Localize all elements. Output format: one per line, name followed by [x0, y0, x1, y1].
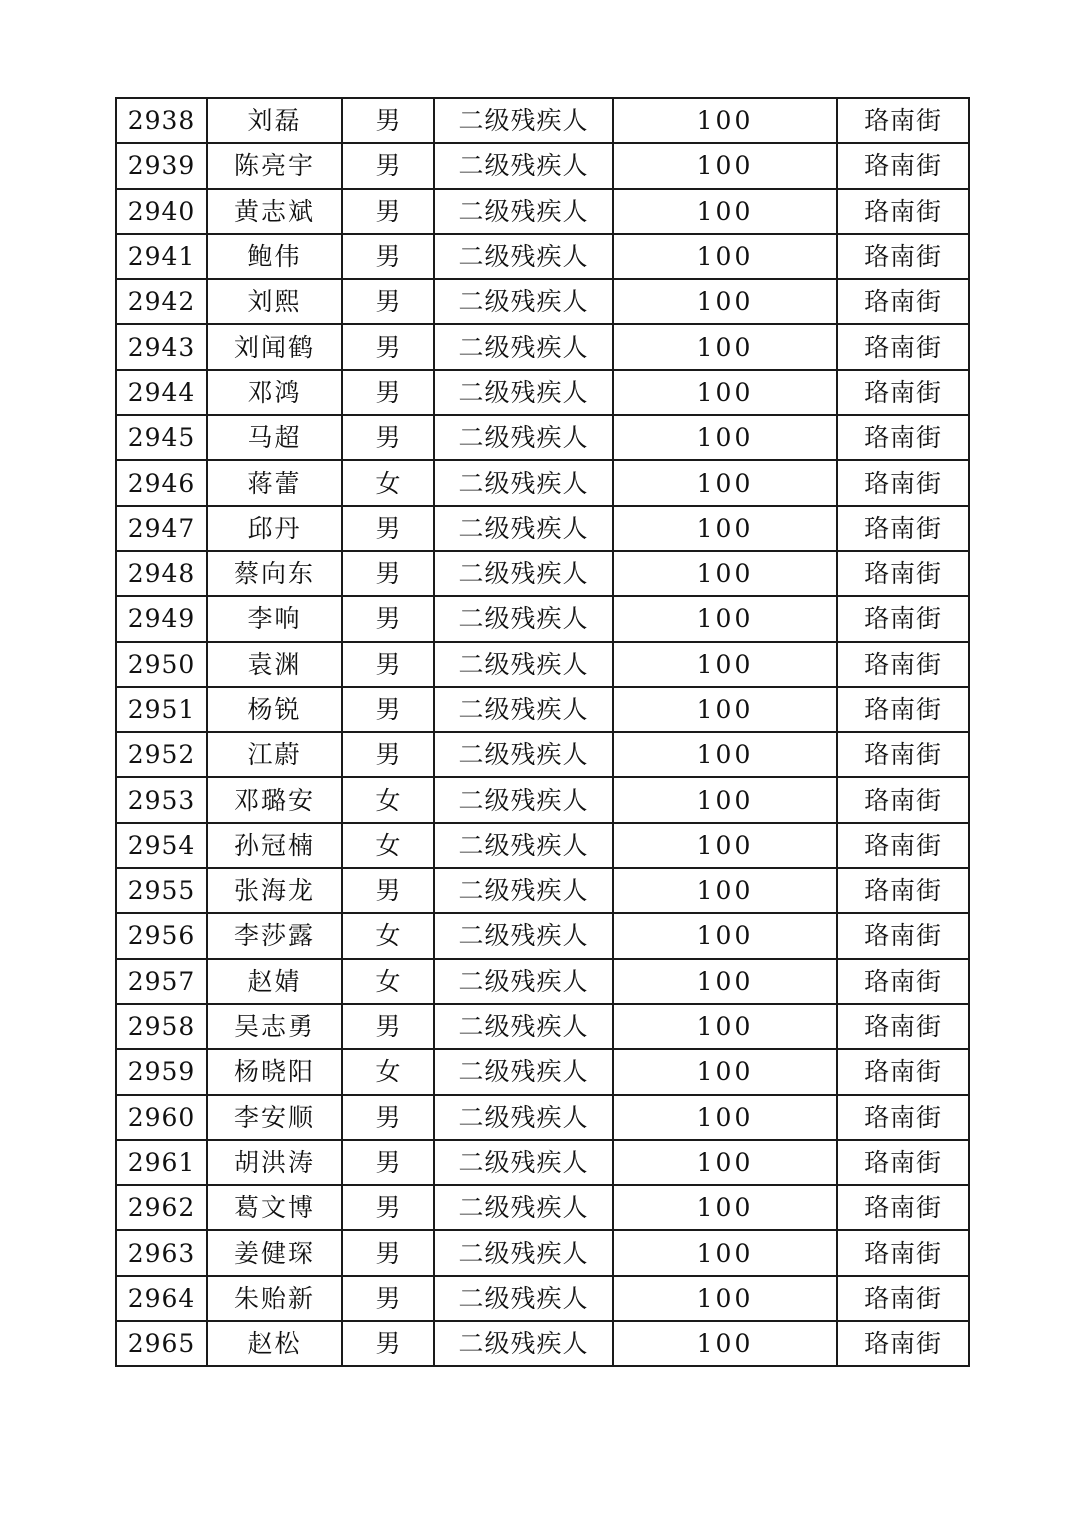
disability-category-cell: 二级残疾人 [434, 189, 613, 234]
disability-category-cell: 二级残疾人 [434, 370, 613, 415]
disability-category-cell: 二级残疾人 [434, 415, 613, 460]
table-row [116, 959, 969, 1004]
table-row [116, 98, 969, 143]
gender-cell: 男 [342, 1230, 434, 1275]
gender-cell: 男 [342, 1095, 434, 1140]
amount-cell: 100 [613, 823, 837, 868]
street-cell: 珞南街 [837, 823, 969, 868]
street-cell: 珞南街 [837, 1185, 969, 1230]
serial-number-cell: 2959 [116, 1049, 207, 1094]
amount-cell: 100 [613, 234, 837, 279]
disability-category-cell: 二级残疾人 [434, 1276, 613, 1321]
disability-category-cell: 二级残疾人 [434, 868, 613, 913]
serial-number-cell: 2938 [116, 98, 207, 143]
roster-table-body [116, 98, 969, 1366]
amount-cell: 100 [613, 642, 837, 687]
street-cell: 珞南街 [837, 1095, 969, 1140]
table-row [116, 143, 969, 188]
street-cell: 珞南街 [837, 1140, 969, 1185]
street-cell: 珞南街 [837, 98, 969, 143]
person-name-cell: 吴志勇 [207, 1004, 342, 1049]
amount-cell: 100 [613, 1095, 837, 1140]
serial-number-cell: 2943 [116, 324, 207, 369]
street-cell: 珞南街 [837, 234, 969, 279]
table-row [116, 1185, 969, 1230]
person-name-cell: 刘闻鹤 [207, 324, 342, 369]
table-row [116, 823, 969, 868]
disability-category-cell: 二级残疾人 [434, 551, 613, 596]
street-cell: 珞南街 [837, 370, 969, 415]
gender-cell: 男 [342, 98, 434, 143]
street-cell: 珞南街 [837, 913, 969, 958]
street-cell: 珞南街 [837, 551, 969, 596]
serial-number-cell: 2949 [116, 596, 207, 641]
gender-cell: 男 [342, 189, 434, 234]
amount-cell: 100 [613, 1049, 837, 1094]
street-cell: 珞南街 [837, 189, 969, 234]
street-cell: 珞南街 [837, 596, 969, 641]
roster-table [115, 97, 970, 1367]
street-cell: 珞南街 [837, 506, 969, 551]
gender-cell: 男 [342, 1321, 434, 1366]
serial-number-cell: 2962 [116, 1185, 207, 1230]
gender-cell: 男 [342, 1185, 434, 1230]
person-name-cell: 姜健琛 [207, 1230, 342, 1275]
table-row [116, 551, 969, 596]
serial-number-cell: 2957 [116, 959, 207, 1004]
person-name-cell: 刘磊 [207, 98, 342, 143]
disability-category-cell: 二级残疾人 [434, 1095, 613, 1140]
disability-category-cell: 二级残疾人 [434, 596, 613, 641]
street-cell: 珞南街 [837, 732, 969, 777]
person-name-cell: 葛文博 [207, 1185, 342, 1230]
disability-category-cell: 二级残疾人 [434, 234, 613, 279]
gender-cell: 男 [342, 1276, 434, 1321]
disability-category-cell: 二级残疾人 [434, 777, 613, 822]
serial-number-cell: 2948 [116, 551, 207, 596]
person-name-cell: 邓鸿 [207, 370, 342, 415]
table-row [116, 370, 969, 415]
street-cell: 珞南街 [837, 324, 969, 369]
amount-cell: 100 [613, 143, 837, 188]
person-name-cell: 陈亮宇 [207, 143, 342, 188]
table-row [116, 279, 969, 324]
table-row [116, 642, 969, 687]
person-name-cell: 张海龙 [207, 868, 342, 913]
table-row [116, 460, 969, 505]
street-cell: 珞南街 [837, 1230, 969, 1275]
table-row [116, 1004, 969, 1049]
gender-cell: 女 [342, 460, 434, 505]
person-name-cell: 李安顺 [207, 1095, 342, 1140]
disability-category-cell: 二级残疾人 [434, 506, 613, 551]
amount-cell: 100 [613, 324, 837, 369]
gender-cell: 男 [342, 642, 434, 687]
serial-number-cell: 2958 [116, 1004, 207, 1049]
serial-number-cell: 2940 [116, 189, 207, 234]
disability-category-cell: 二级残疾人 [434, 732, 613, 777]
street-cell: 珞南街 [837, 959, 969, 1004]
disability-category-cell: 二级残疾人 [434, 1049, 613, 1094]
person-name-cell: 杨晓阳 [207, 1049, 342, 1094]
table-row [116, 596, 969, 641]
serial-number-cell: 2942 [116, 279, 207, 324]
serial-number-cell: 2955 [116, 868, 207, 913]
amount-cell: 100 [613, 959, 837, 1004]
serial-number-cell: 2945 [116, 415, 207, 460]
serial-number-cell: 2944 [116, 370, 207, 415]
gender-cell: 男 [342, 143, 434, 188]
serial-number-cell: 2965 [116, 1321, 207, 1366]
serial-number-cell: 2951 [116, 687, 207, 732]
person-name-cell: 邓璐安 [207, 777, 342, 822]
serial-number-cell: 2954 [116, 823, 207, 868]
gender-cell: 男 [342, 279, 434, 324]
gender-cell: 男 [342, 506, 434, 551]
gender-cell: 男 [342, 551, 434, 596]
street-cell: 珞南街 [837, 1321, 969, 1366]
street-cell: 珞南街 [837, 143, 969, 188]
person-name-cell: 袁渊 [207, 642, 342, 687]
serial-number-cell: 2939 [116, 143, 207, 188]
amount-cell: 100 [613, 1004, 837, 1049]
table-row [116, 415, 969, 460]
amount-cell: 100 [613, 1140, 837, 1185]
amount-cell: 100 [613, 98, 837, 143]
gender-cell: 男 [342, 1004, 434, 1049]
table-row [116, 1321, 969, 1366]
person-name-cell: 赵婧 [207, 959, 342, 1004]
gender-cell: 男 [342, 234, 434, 279]
table-row [116, 1049, 969, 1094]
person-name-cell: 江蔚 [207, 732, 342, 777]
person-name-cell: 鲍伟 [207, 234, 342, 279]
street-cell: 珞南街 [837, 460, 969, 505]
gender-cell: 男 [342, 324, 434, 369]
street-cell: 珞南街 [837, 1276, 969, 1321]
serial-number-cell: 2956 [116, 913, 207, 958]
amount-cell: 100 [613, 913, 837, 958]
gender-cell: 女 [342, 1049, 434, 1094]
gender-cell: 男 [342, 415, 434, 460]
disability-category-cell: 二级残疾人 [434, 1321, 613, 1366]
serial-number-cell: 2961 [116, 1140, 207, 1185]
serial-number-cell: 2964 [116, 1276, 207, 1321]
amount-cell: 100 [613, 777, 837, 822]
disability-category-cell: 二级残疾人 [434, 687, 613, 732]
person-name-cell: 蔡向东 [207, 551, 342, 596]
disability-category-cell: 二级残疾人 [434, 913, 613, 958]
disability-category-cell: 二级残疾人 [434, 823, 613, 868]
amount-cell: 100 [613, 551, 837, 596]
amount-cell: 100 [613, 687, 837, 732]
disability-category-cell: 二级残疾人 [434, 279, 613, 324]
gender-cell: 女 [342, 913, 434, 958]
person-name-cell: 刘熙 [207, 279, 342, 324]
gender-cell: 男 [342, 1140, 434, 1185]
amount-cell: 100 [613, 279, 837, 324]
table-row [116, 1276, 969, 1321]
gender-cell: 男 [342, 596, 434, 641]
serial-number-cell: 2946 [116, 460, 207, 505]
amount-cell: 100 [613, 189, 837, 234]
person-name-cell: 胡洪涛 [207, 1140, 342, 1185]
amount-cell: 100 [613, 460, 837, 505]
amount-cell: 100 [613, 370, 837, 415]
disability-category-cell: 二级残疾人 [434, 324, 613, 369]
table-row [116, 777, 969, 822]
person-name-cell: 朱贻新 [207, 1276, 342, 1321]
person-name-cell: 李莎露 [207, 913, 342, 958]
disability-category-cell: 二级残疾人 [434, 642, 613, 687]
amount-cell: 100 [613, 868, 837, 913]
person-name-cell: 赵松 [207, 1321, 342, 1366]
table-row [116, 189, 969, 234]
amount-cell: 100 [613, 1276, 837, 1321]
serial-number-cell: 2953 [116, 777, 207, 822]
table-row [116, 868, 969, 913]
person-name-cell: 黄志斌 [207, 189, 342, 234]
table-row [116, 234, 969, 279]
gender-cell: 男 [342, 732, 434, 777]
person-name-cell: 马超 [207, 415, 342, 460]
disability-category-cell: 二级残疾人 [434, 98, 613, 143]
gender-cell: 男 [342, 868, 434, 913]
disability-category-cell: 二级残疾人 [434, 460, 613, 505]
table-row [116, 913, 969, 958]
disability-category-cell: 二级残疾人 [434, 1185, 613, 1230]
gender-cell: 女 [342, 823, 434, 868]
street-cell: 珞南街 [837, 777, 969, 822]
serial-number-cell: 2941 [116, 234, 207, 279]
table-row [116, 1140, 969, 1185]
disability-category-cell: 二级残疾人 [434, 959, 613, 1004]
serial-number-cell: 2960 [116, 1095, 207, 1140]
street-cell: 珞南街 [837, 642, 969, 687]
person-name-cell: 孙冠楠 [207, 823, 342, 868]
amount-cell: 100 [613, 1321, 837, 1366]
amount-cell: 100 [613, 732, 837, 777]
amount-cell: 100 [613, 1185, 837, 1230]
table-row [116, 506, 969, 551]
street-cell: 珞南街 [837, 1004, 969, 1049]
gender-cell: 女 [342, 777, 434, 822]
street-cell: 珞南街 [837, 868, 969, 913]
table-row [116, 324, 969, 369]
disability-category-cell: 二级残疾人 [434, 143, 613, 188]
amount-cell: 100 [613, 415, 837, 460]
serial-number-cell: 2963 [116, 1230, 207, 1275]
table-row [116, 1230, 969, 1275]
disability-category-cell: 二级残疾人 [434, 1004, 613, 1049]
gender-cell: 女 [342, 959, 434, 1004]
disability-category-cell: 二级残疾人 [434, 1230, 613, 1275]
table-row [116, 1095, 969, 1140]
street-cell: 珞南街 [837, 415, 969, 460]
amount-cell: 100 [613, 506, 837, 551]
serial-number-cell: 2950 [116, 642, 207, 687]
person-name-cell: 蒋蕾 [207, 460, 342, 505]
person-name-cell: 杨锐 [207, 687, 342, 732]
street-cell: 珞南街 [837, 687, 969, 732]
person-name-cell: 邱丹 [207, 506, 342, 551]
amount-cell: 100 [613, 1230, 837, 1275]
amount-cell: 100 [613, 596, 837, 641]
street-cell: 珞南街 [837, 279, 969, 324]
serial-number-cell: 2947 [116, 506, 207, 551]
disability-category-cell: 二级残疾人 [434, 1140, 613, 1185]
person-name-cell: 李响 [207, 596, 342, 641]
gender-cell: 男 [342, 370, 434, 415]
gender-cell: 男 [342, 687, 434, 732]
table-row [116, 687, 969, 732]
street-cell: 珞南街 [837, 1049, 969, 1094]
table-row [116, 732, 969, 777]
serial-number-cell: 2952 [116, 732, 207, 777]
